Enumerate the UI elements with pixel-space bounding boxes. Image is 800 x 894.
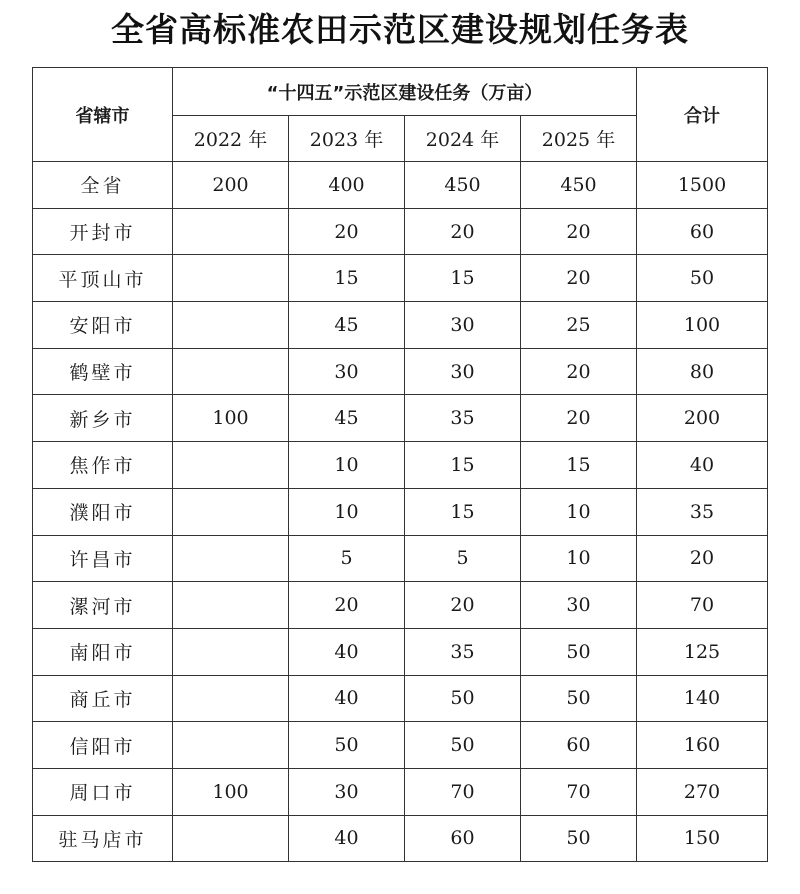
cell-2025: 10 — [521, 488, 637, 535]
cell-2023: 5 — [289, 535, 405, 582]
cell-city: 平顶山市 — [33, 255, 173, 302]
cell-2022 — [173, 255, 289, 302]
cell-total: 140 — [637, 675, 768, 722]
cell-2022 — [173, 815, 289, 862]
table-row — [33, 628, 768, 675]
cell-2023: 50 — [289, 722, 405, 769]
cell-city: 新乡市 — [33, 395, 173, 442]
cell-2025: 450 — [521, 162, 637, 209]
table-body — [33, 162, 768, 862]
cell-2025: 20 — [521, 208, 637, 255]
header-year-2022: 2022 年 — [173, 116, 289, 162]
cell-total: 60 — [637, 208, 768, 255]
header-year-2023: 2023 年 — [289, 116, 405, 162]
cell-2022: 100 — [173, 395, 289, 442]
header-year-2025: 2025 年 — [521, 116, 637, 162]
table-row — [33, 348, 768, 395]
cell-2024: 20 — [405, 582, 521, 629]
cell-2024: 15 — [405, 488, 521, 535]
table-row — [33, 255, 768, 302]
cell-total: 50 — [637, 255, 768, 302]
cell-2024: 35 — [405, 628, 521, 675]
table-row — [33, 675, 768, 722]
cell-2023: 30 — [289, 768, 405, 815]
cell-total: 80 — [637, 348, 768, 395]
cell-city: 全省 — [33, 162, 173, 209]
cell-total: 160 — [637, 722, 768, 769]
cell-2022: 100 — [173, 768, 289, 815]
cell-total: 200 — [637, 395, 768, 442]
cell-city: 周口市 — [33, 768, 173, 815]
cell-2023: 20 — [289, 582, 405, 629]
cell-total: 35 — [637, 488, 768, 535]
cell-total: 1500 — [637, 162, 768, 209]
cell-2025: 50 — [521, 628, 637, 675]
cell-city: 南阳市 — [33, 628, 173, 675]
table-row — [33, 208, 768, 255]
cell-2023: 10 — [289, 442, 405, 489]
table-row — [33, 582, 768, 629]
cell-city: 焦作市 — [33, 442, 173, 489]
table-row — [33, 815, 768, 862]
table-row — [33, 395, 768, 442]
cell-total: 125 — [637, 628, 768, 675]
table-row — [33, 535, 768, 582]
header-city: 省辖市 — [33, 68, 173, 162]
cell-2025: 25 — [521, 302, 637, 349]
table-row — [33, 162, 768, 209]
cell-2025: 70 — [521, 768, 637, 815]
page-title: 全省高标准农田示范区建设规划任务表 — [111, 10, 689, 49]
cell-city: 开封市 — [33, 208, 173, 255]
cell-2022 — [173, 348, 289, 395]
cell-city: 许昌市 — [33, 535, 173, 582]
cell-2024: 30 — [405, 348, 521, 395]
cell-2022 — [173, 675, 289, 722]
cell-2025: 50 — [521, 815, 637, 862]
cell-2023: 20 — [289, 208, 405, 255]
table-row — [33, 722, 768, 769]
cell-2025: 50 — [521, 675, 637, 722]
cell-total: 40 — [637, 442, 768, 489]
cell-2025: 20 — [521, 255, 637, 302]
cell-city: 鹤壁市 — [33, 348, 173, 395]
table-row — [33, 768, 768, 815]
cell-2022 — [173, 628, 289, 675]
cell-2024: 35 — [405, 395, 521, 442]
cell-2022 — [173, 535, 289, 582]
cell-2022 — [173, 302, 289, 349]
cell-total: 20 — [637, 535, 768, 582]
cell-2023: 10 — [289, 488, 405, 535]
cell-2024: 15 — [405, 442, 521, 489]
table-row — [33, 442, 768, 489]
cell-2024: 450 — [405, 162, 521, 209]
cell-city: 驻马店市 — [33, 815, 173, 862]
table-row — [33, 488, 768, 535]
cell-2022 — [173, 208, 289, 255]
cell-2023: 30 — [289, 348, 405, 395]
cell-2023: 15 — [289, 255, 405, 302]
cell-total: 150 — [637, 815, 768, 862]
cell-total: 100 — [637, 302, 768, 349]
cell-2024: 60 — [405, 815, 521, 862]
cell-2023: 45 — [289, 302, 405, 349]
cell-city: 安阳市 — [33, 302, 173, 349]
cell-2025: 15 — [521, 442, 637, 489]
table-row — [33, 302, 768, 349]
cell-city: 信阳市 — [33, 722, 173, 769]
cell-city: 商丘市 — [33, 675, 173, 722]
cell-2024: 20 — [405, 208, 521, 255]
cell-2022 — [173, 582, 289, 629]
task-table — [32, 67, 768, 862]
cell-2025: 60 — [521, 722, 637, 769]
cell-2024: 15 — [405, 255, 521, 302]
cell-2024: 30 — [405, 302, 521, 349]
cell-2023: 40 — [289, 675, 405, 722]
header-total: 合计 — [637, 68, 768, 162]
cell-2022 — [173, 488, 289, 535]
cell-2022 — [173, 442, 289, 489]
header-group: “十四五”示范区建设任务（万亩） — [173, 68, 637, 116]
cell-2025: 20 — [521, 348, 637, 395]
cell-2023: 40 — [289, 815, 405, 862]
cell-2023: 400 — [289, 162, 405, 209]
cell-2025: 20 — [521, 395, 637, 442]
cell-2024: 50 — [405, 675, 521, 722]
cell-2023: 45 — [289, 395, 405, 442]
cell-2022: 200 — [173, 162, 289, 209]
header-year-2024: 2024 年 — [405, 116, 521, 162]
cell-total: 270 — [637, 768, 768, 815]
cell-2025: 30 — [521, 582, 637, 629]
cell-city: 濮阳市 — [33, 488, 173, 535]
cell-city: 漯河市 — [33, 582, 173, 629]
cell-2022 — [173, 722, 289, 769]
cell-2024: 70 — [405, 768, 521, 815]
cell-2025: 10 — [521, 535, 637, 582]
cell-2023: 40 — [289, 628, 405, 675]
cell-total: 70 — [637, 582, 768, 629]
cell-2024: 5 — [405, 535, 521, 582]
cell-2024: 50 — [405, 722, 521, 769]
